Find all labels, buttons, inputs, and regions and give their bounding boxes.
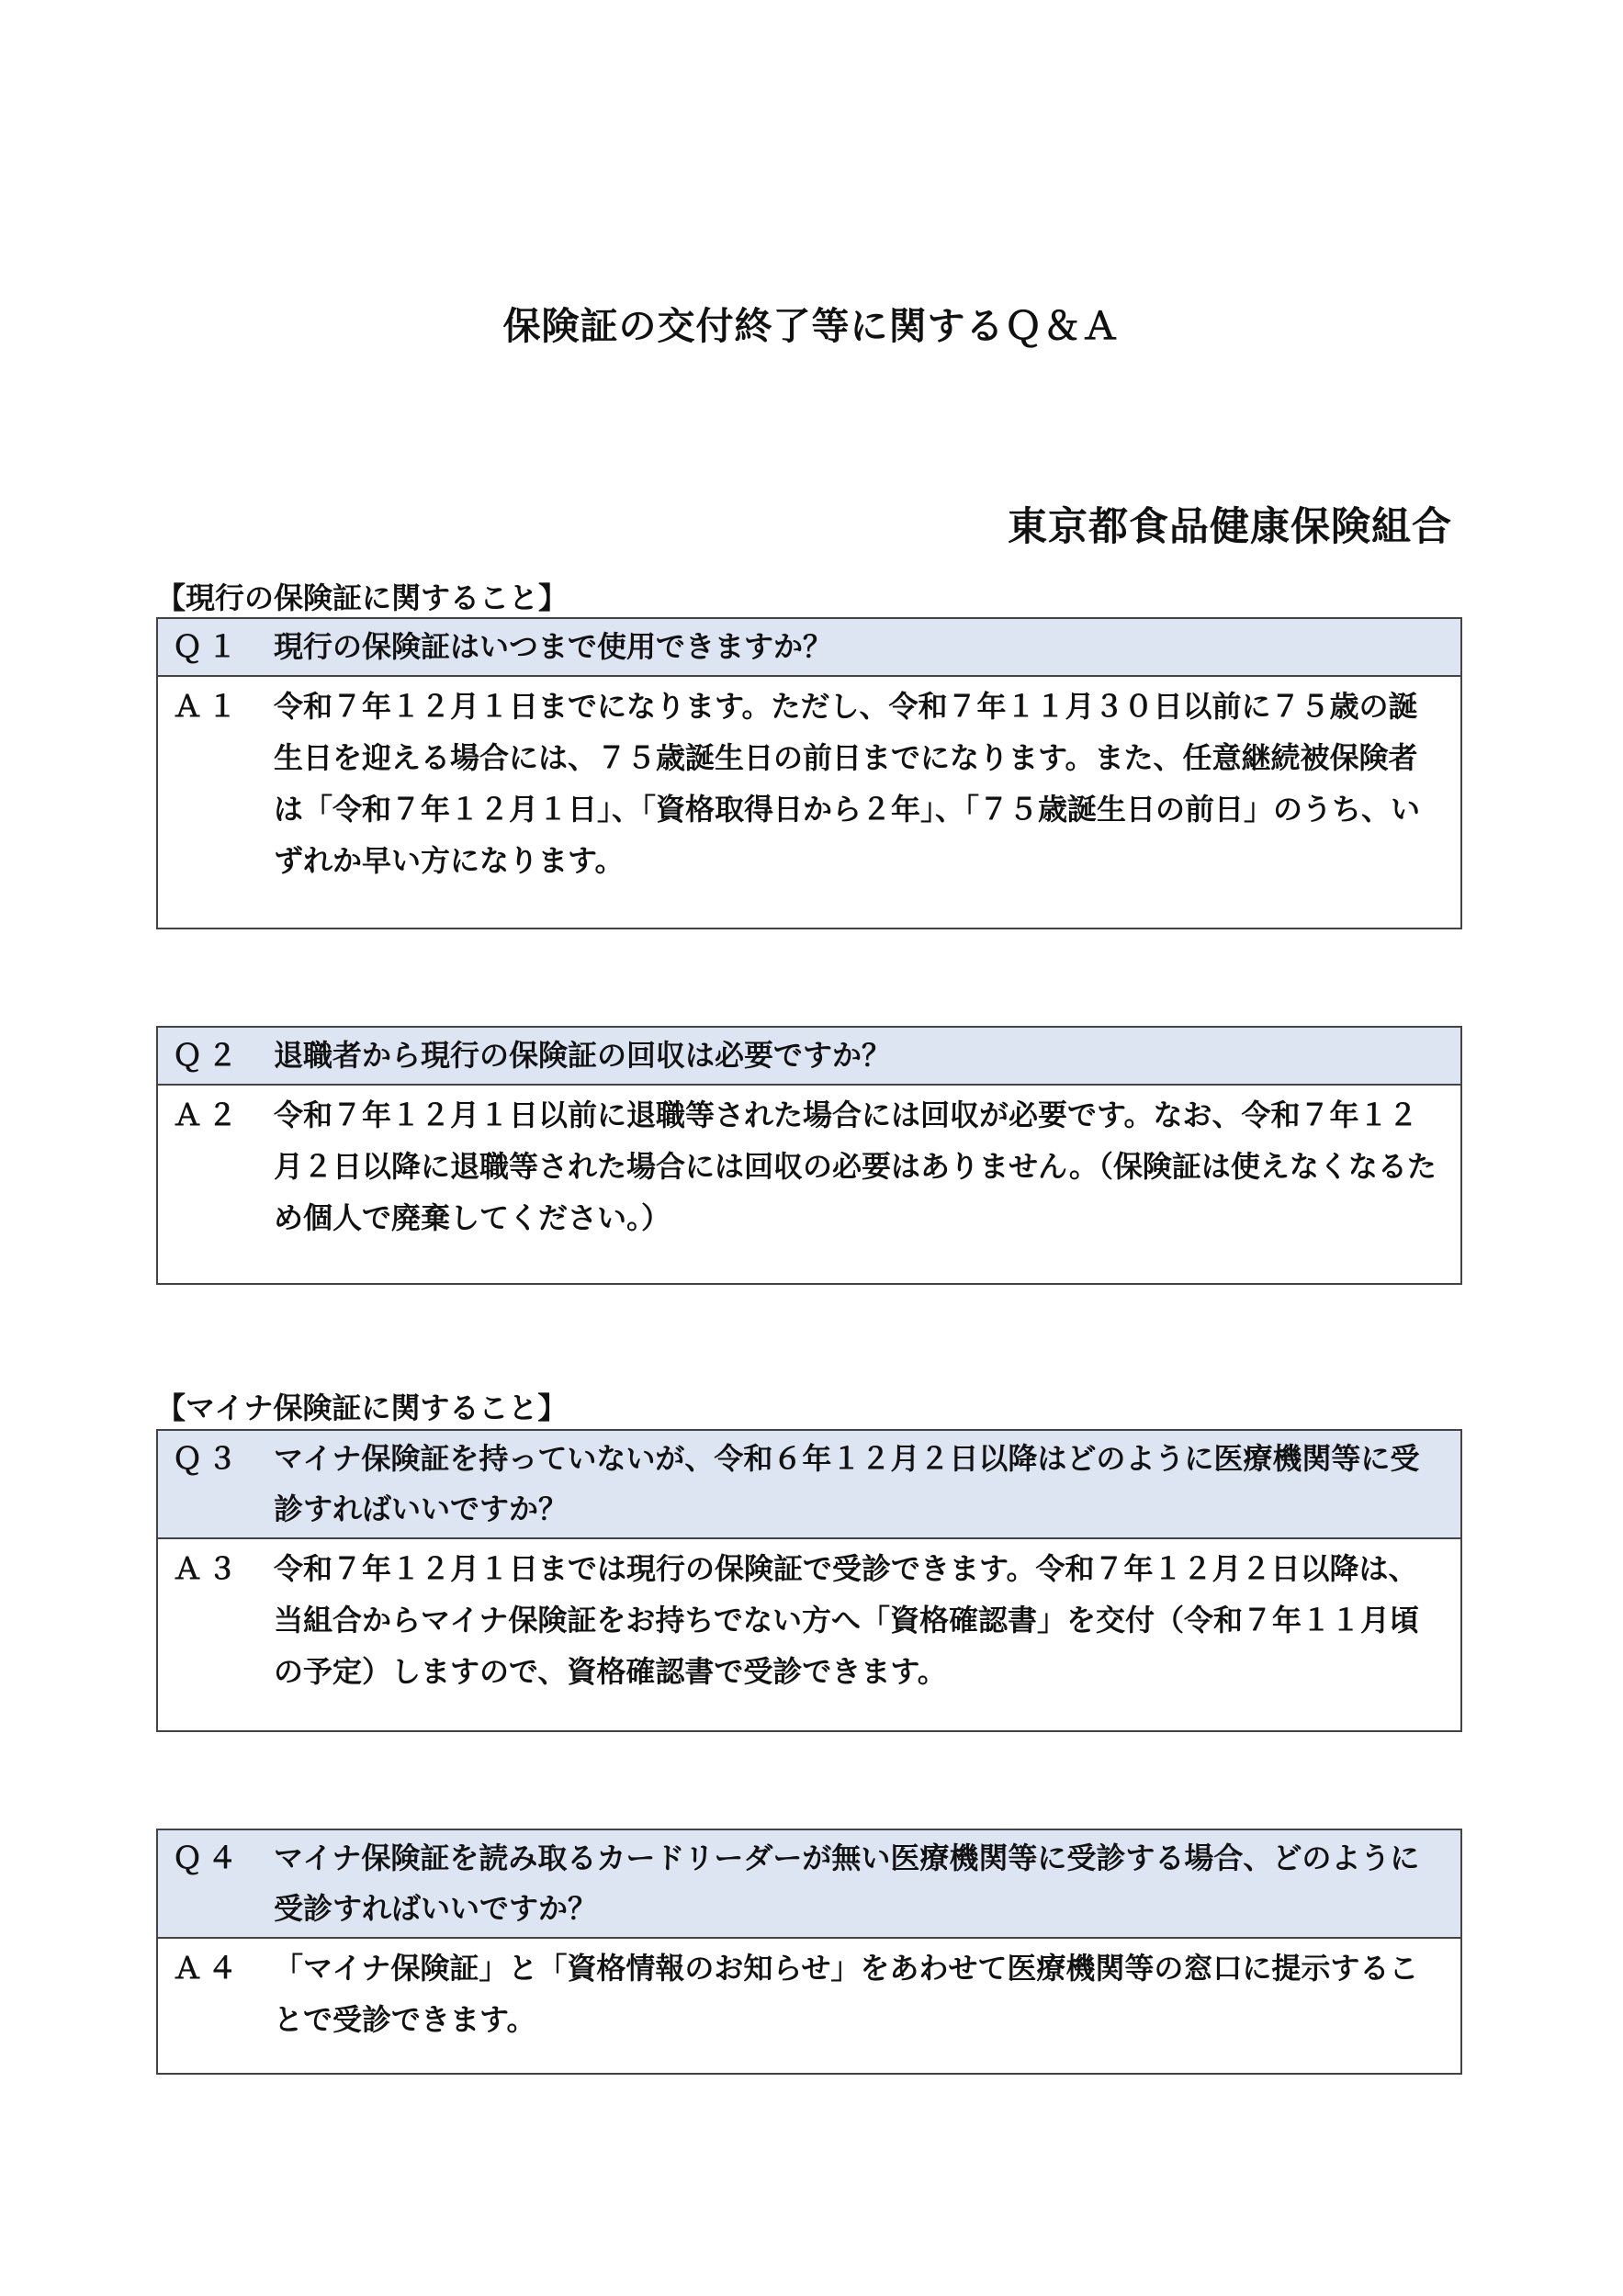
- question-label: Ｑ１: [173, 629, 243, 664]
- answer-row: [158, 1939, 1460, 2049]
- question-label: Ｑ２: [173, 1038, 243, 1073]
- question-text: 現行の保険証はいつまで使用できますか？: [274, 629, 833, 664]
- section-heading-current-insurance-card: 【現行の保険証に関すること】: [156, 580, 569, 615]
- answer-text: 「マイナ保険証」と「資格情報のお知らせ」をあわせて医療機関等の窓口に提示することで受診できます。: [274, 1951, 1419, 2037]
- qa-block-2: [156, 1026, 1462, 1285]
- answer-row: [158, 1086, 1460, 1247]
- answer-label: Ａ１: [173, 689, 243, 724]
- page-title: 保険証の交付終了等に関するＱ＆Ａ: [502, 304, 1121, 348]
- question-label: Ｑ３: [173, 1441, 243, 1476]
- question-row: [158, 1028, 1460, 1086]
- qa-block-3: [156, 1429, 1462, 1732]
- answer-label: Ａ２: [173, 1097, 243, 1132]
- qa-block-1: [156, 617, 1462, 929]
- answer-row: [158, 677, 1460, 890]
- qa-block-4: [156, 1829, 1462, 2075]
- answer-text: 令和７年１２月１日までは現行の保険証で受診できます。令和７年１２月２日以降は、当組合からマイナ保険証をお持ちでない方へ「資格確認書」を交付（令和７年１１月頃の予定）しますので、資格確認書で受診できます。: [274, 1551, 1420, 1689]
- question-row: [158, 1830, 1460, 1939]
- section-heading-my-number-insurance-card: 【マイナ保険証に関すること】: [156, 1390, 568, 1425]
- answer-row: [158, 1539, 1460, 1701]
- answer-text: 令和７年１２月１日までになります。ただし、令和７年１１月３０日以前に７５歳の誕生日を迎える場合には、７５歳誕生日の前日までになります。また、任意継続被保険者は「令和７年１２月１日」、「資格取得日から２年」、「７５歳誕生日の前日」のうち、いずれか早い方になります。: [274, 689, 1421, 878]
- organization-name: 東京都食品健康保険組合: [1008, 504, 1452, 550]
- answer-label: Ａ３: [173, 1551, 243, 1586]
- question-row: [158, 1431, 1460, 1539]
- answer-label: Ａ４: [173, 1951, 243, 1986]
- question-label: Ｑ４: [173, 1840, 243, 1875]
- question-text: マイナ保険証を読み取るカードリーダーが無い医療機関等に受診する場合、どのように受診すればいいですか？: [274, 1840, 1420, 1926]
- answer-text: 令和７年１２月１日以前に退職等された場合には回収が必要です。なお、令和７年１２月２日以降に退職等された場合には回収の必要はありません。（保険証は使えなくなるため個人で廃棄してください。）: [274, 1097, 1437, 1235]
- question-text: 退職者から現行の保険証の回収は必要ですか？: [274, 1038, 892, 1073]
- question-text: マイナ保険証を持っていないが、令和６年１２月２日以降はどのように医療機関等に受診すればいいですか？: [274, 1441, 1420, 1526]
- question-row: [158, 619, 1460, 677]
